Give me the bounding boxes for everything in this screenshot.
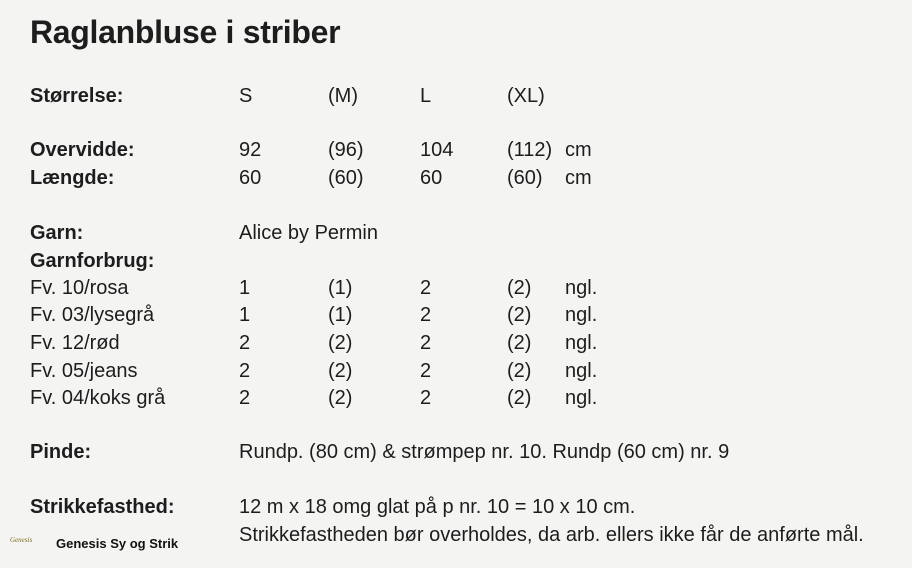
color-m: (1) — [328, 304, 353, 326]
width-label: Overvidde: — [30, 139, 135, 161]
color-l: 2 — [420, 304, 432, 326]
color-unit: ngl. — [565, 387, 598, 409]
color-s: 2 — [239, 332, 251, 354]
needles-label: Pinde: — [30, 441, 92, 463]
color-xl: (2) — [507, 387, 532, 409]
background-watermark — [572, 20, 872, 220]
size-s: S — [239, 85, 253, 107]
size-m: (M) — [328, 85, 358, 107]
width-l: 104 — [420, 139, 454, 161]
color-unit: ngl. — [565, 277, 598, 299]
color-name: Fv. 05/jeans — [30, 360, 138, 382]
color-unit: ngl. — [565, 332, 598, 354]
length-s: 60 — [239, 167, 262, 189]
width-s: 92 — [239, 139, 262, 161]
color-name: Fv. 12/rød — [30, 332, 120, 354]
color-l: 2 — [420, 387, 432, 409]
color-m: (2) — [328, 387, 353, 409]
size-label: Størrelse: — [30, 85, 124, 107]
length-m: (60) — [328, 167, 364, 189]
color-xl: (2) — [507, 277, 532, 299]
color-xl: (2) — [507, 304, 532, 326]
gauge-line-2: Strikkefastheden bør overholdes, da arb. ellers ikke får de anførte mål. — [239, 524, 864, 546]
width-xl: (112) — [507, 139, 553, 161]
color-unit: ngl. — [565, 360, 598, 382]
length-unit: cm — [565, 167, 592, 189]
color-xl: (2) — [507, 360, 532, 382]
color-name: Fv. 04/koks grå — [30, 387, 166, 409]
color-l: 2 — [420, 277, 432, 299]
footer-credit: Genesis Sy og Strik — [56, 536, 179, 551]
color-l: 2 — [420, 360, 432, 382]
width-m: (96) — [328, 139, 364, 161]
color-xl: (2) — [507, 332, 532, 354]
length-xl: (60) — [507, 167, 543, 189]
page-title: Raglanbluse i striber — [30, 14, 341, 50]
yarn-use-label: Garnforbrug: — [30, 250, 155, 272]
gauge-line-1: 12 m x 18 omg glat på p nr. 10 = 10 x 10 cm. — [239, 496, 636, 518]
yarn-label: Garn: — [30, 222, 84, 244]
yarn-value: Alice by Permin — [239, 222, 378, 244]
color-s: 1 — [239, 277, 251, 299]
color-m: (2) — [328, 360, 353, 382]
color-unit: ngl. — [565, 304, 598, 326]
width-unit: cm — [565, 139, 592, 161]
color-name: Fv. 10/rosa — [30, 277, 129, 299]
length-label: Længde: — [30, 167, 115, 189]
size-xl: (XL) — [507, 85, 545, 107]
color-s: 1 — [239, 304, 251, 326]
color-name: Fv. 03/lysegrå — [30, 304, 155, 326]
needles-value: Rundp. (80 cm) & strømpep nr. 10. Rundp (60 cm) nr. 9 — [239, 441, 730, 463]
length-l: 60 — [420, 167, 443, 189]
color-s: 2 — [239, 360, 251, 382]
color-m: (1) — [328, 277, 353, 299]
size-l: L — [420, 85, 432, 107]
color-m: (2) — [328, 332, 353, 354]
color-s: 2 — [239, 387, 251, 409]
genesis-logo: Genesis — [10, 536, 33, 544]
color-l: 2 — [420, 332, 432, 354]
gauge-label: Strikkefasthed: — [30, 496, 175, 518]
